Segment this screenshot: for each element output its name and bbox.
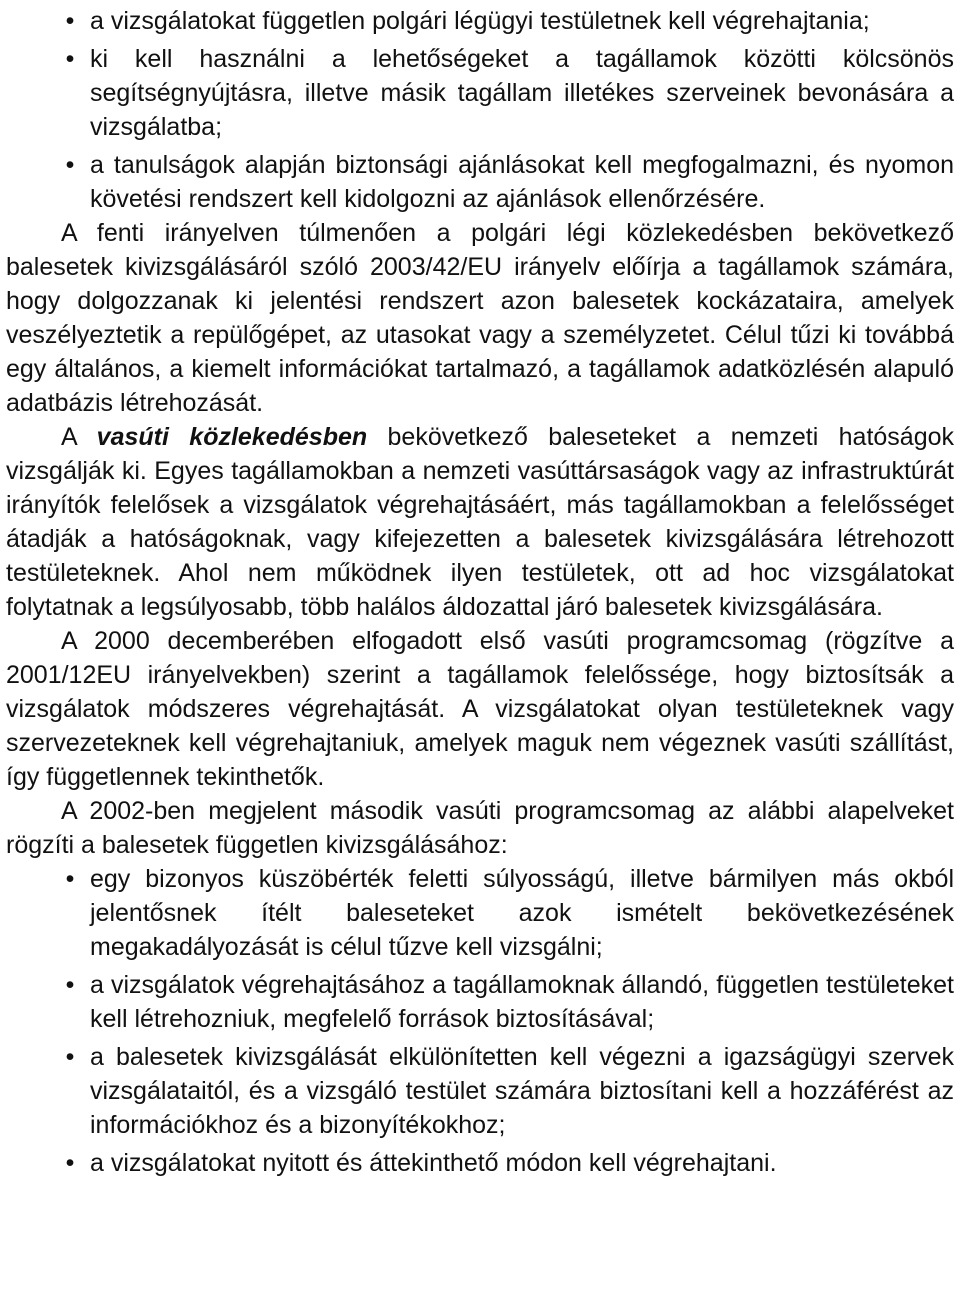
list-item xyxy=(6,148,954,216)
list-item-text: ki kell használni a lehetőségeket a tagállamok közötti kölcsönös segítségnyújtásra, illetve másik tagállam illetékes szerveinek bevonására a vizsgálatba; xyxy=(90,45,954,141)
list-item-text: a vizsgálatokat független polgári légügyi testületnek kell végrehajtania; xyxy=(90,7,870,35)
paragraph-lead: A xyxy=(61,423,97,451)
paragraph-first-rail-package: A 2000 decemberében elfogadott első vasúti programcsomag (rögzítve a 2001/12EU irányelvekben) szerint a tagállamok felelőssége, hogy biztosítsák a vizsgálatok módszeres végrehajtását. A vizsgálatokat olyan testületeknek vagy szervezeteknek kell végrehajtaniuk, amelyek maguk nem végeznek vasúti szállítást, így függetlennek tekinthetők. xyxy=(6,627,954,791)
bullet-icon: • xyxy=(65,151,75,179)
bullet-icon: • xyxy=(65,865,75,893)
list-item xyxy=(6,862,954,964)
bullet-icon: • xyxy=(65,45,75,73)
bullet-icon: • xyxy=(65,1149,75,1177)
bullet-list-top xyxy=(6,4,954,216)
bullet-icon: • xyxy=(65,7,75,35)
bullet-list-bottom xyxy=(6,862,954,1180)
list-item xyxy=(6,1146,954,1180)
list-item-text: a vizsgálatokat nyitott és áttekinthető módon kell végrehajtani. xyxy=(90,1149,777,1177)
paragraph-second-rail-package: A 2002-ben megjelent második vasúti programcsomag az alábbi alapelveket rögzíti a balesetek független kivizsgálásához: xyxy=(6,797,954,859)
list-item xyxy=(6,1040,954,1142)
emphasis-rail-transport: vasúti közlekedésben xyxy=(96,423,368,451)
list-item xyxy=(6,42,954,144)
paragraph-air-directive: A fenti irányelven túlmenően a polgári légi közlekedésben bekövetkező balesetek kivizsgálásáról szóló 2003/42/EU irányelv előírja a tagállamok számára, hogy dolgozzanak ki jelentési rendszert azon balesetek kockázataira, amelyek veszélyeztetik a repülőgépet, az utasokat vagy a személyzetet. Célul tűzi ki továbbá egy általános, a kiemelt információkat tartalmazó, a tagállamok adatközlésén alapuló adatbázis létrehozását. xyxy=(6,219,954,417)
list-item-text: a vizsgálatok végrehajtásához a tagállamoknak állandó, független testületeket kell létrehozniuk, megfelelő források biztosításával; xyxy=(90,971,954,1033)
list-item xyxy=(6,968,954,1036)
list-item-text: a balesetek kivizsgálását elkülönítetten kell végezni a igazságügyi szervek vizsgálataitól, és a vizsgáló testület számára biztosítani kell a hozzáférést az információkhoz és a bizonyítékokhoz; xyxy=(90,1043,954,1139)
list-item-text: a tanulságok alapján biztonsági ajánlásokat kell megfogalmazni, és nyomon követési rendszert kell kidolgozni az ajánlások ellenőrzésére. xyxy=(90,151,954,213)
bullet-icon: • xyxy=(65,1043,75,1071)
list-item-text: egy bizonyos küszöbérték feletti súlyosságú, illetve bármilyen más okból jelentősnek ítélt baleseteket azok ismételt bekövetkezésének megakadályozását is célul tűzve kell vizsgálni; xyxy=(90,865,954,961)
paragraph-rail-investigation xyxy=(6,420,954,624)
paragraph-rest: bekövetkező baleseteket a nemzeti hatóságok vizsgálják ki. Egyes tagállamokban a nemzeti vasúttársaságok vagy az infrastruktúrát irányítók felelősek a vizsgálatok végrehajtásáért, más tagállamokban a felelősséget átadják a hatóságoknak, vagy kifejezetten a balesetek kivizsgálására létrehozott testületeknek. Ahol nem működnek ilyen testületek, ott ad hoc vizsgálatokat folytatnak a legsúlyosabb, több halálos áldozattal járó balesetek kivizsgálására. xyxy=(6,423,955,621)
bullet-icon: • xyxy=(65,971,75,999)
list-item xyxy=(6,4,954,38)
